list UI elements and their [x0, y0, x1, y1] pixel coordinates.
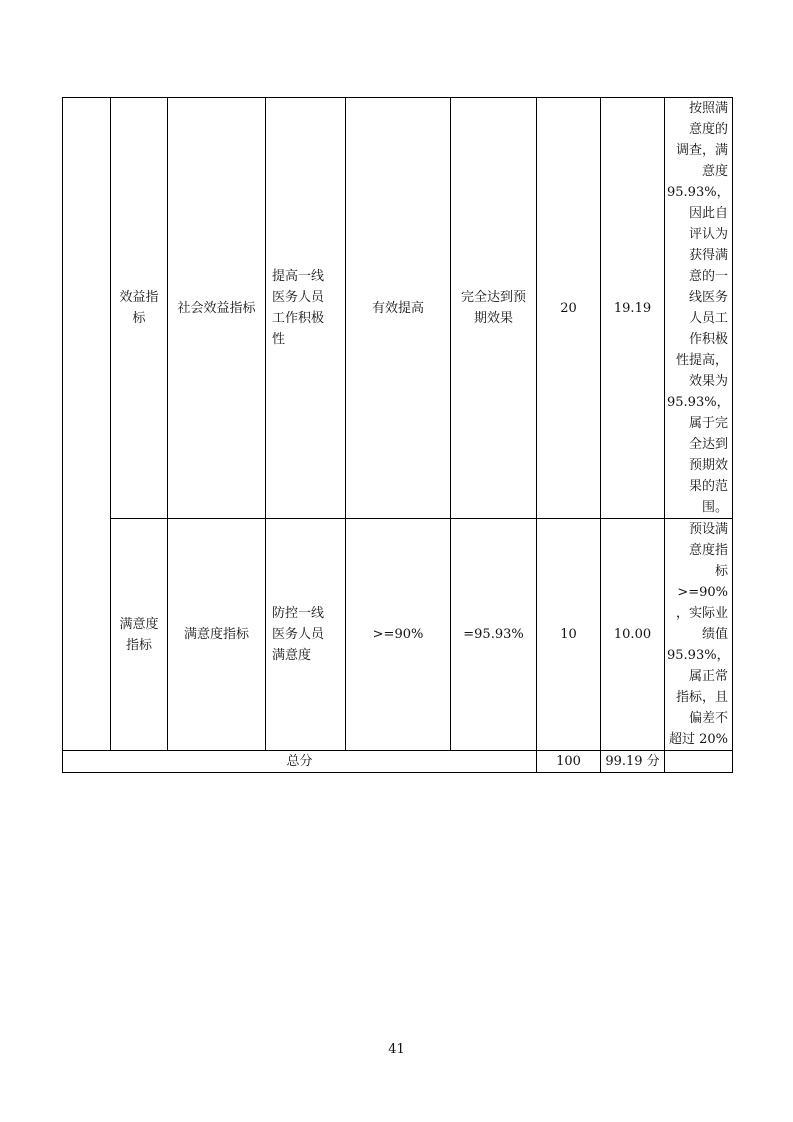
target-value-cell: 有效提高: [346, 98, 451, 519]
total-weight-cell: 100: [537, 751, 601, 773]
level1-indicator-cell: 满意度 指标: [111, 519, 168, 751]
total-note-cell: [665, 751, 733, 773]
actual-value-cell: 完全达到预 期效果: [451, 98, 537, 519]
blank-category-cell: [63, 98, 111, 751]
table-row-total: [63, 751, 733, 773]
score-cell: 19.19: [601, 98, 665, 519]
table-row-benefit: [63, 98, 733, 519]
page-number: 41: [388, 1042, 405, 1057]
level2-indicator-cell: 社会效益指标: [168, 98, 266, 519]
analysis-note-cell: 按照满 意度的 调查，满 意度 95.93%， 因此自 评认为 获得满 意的一 线医务 人员工 作积极 性提高， 效果为 95.93%， 属于完 全达到 预期效 果的范 围。: [665, 98, 733, 519]
level1-indicator-cell: 效益指 标: [111, 98, 168, 519]
total-label-cell: 总分: [63, 751, 537, 773]
performance-table: [62, 97, 733, 773]
level2-indicator-cell: 满意度指标: [168, 519, 266, 751]
score-cell: 10.00: [601, 519, 665, 751]
weight-cell: 10: [537, 519, 601, 751]
analysis-note-cell: 预设满 意度指 标>=90% ，实际业 绩值 95.93%， 属正常 指标，且 偏差不 超过 20%: [665, 519, 733, 751]
weight-cell: 20: [537, 98, 601, 519]
table-row-satisfaction: [63, 519, 733, 751]
actual-value-cell: =95.93%: [451, 519, 537, 751]
indicator-name-cell: 防控一线 医务人员 满意度: [266, 519, 346, 751]
indicator-name-cell: 提高一线 医务人员 工作积极 性: [266, 98, 346, 519]
total-score-cell: 99.19 分: [601, 751, 665, 773]
target-value-cell: >=90%: [346, 519, 451, 751]
